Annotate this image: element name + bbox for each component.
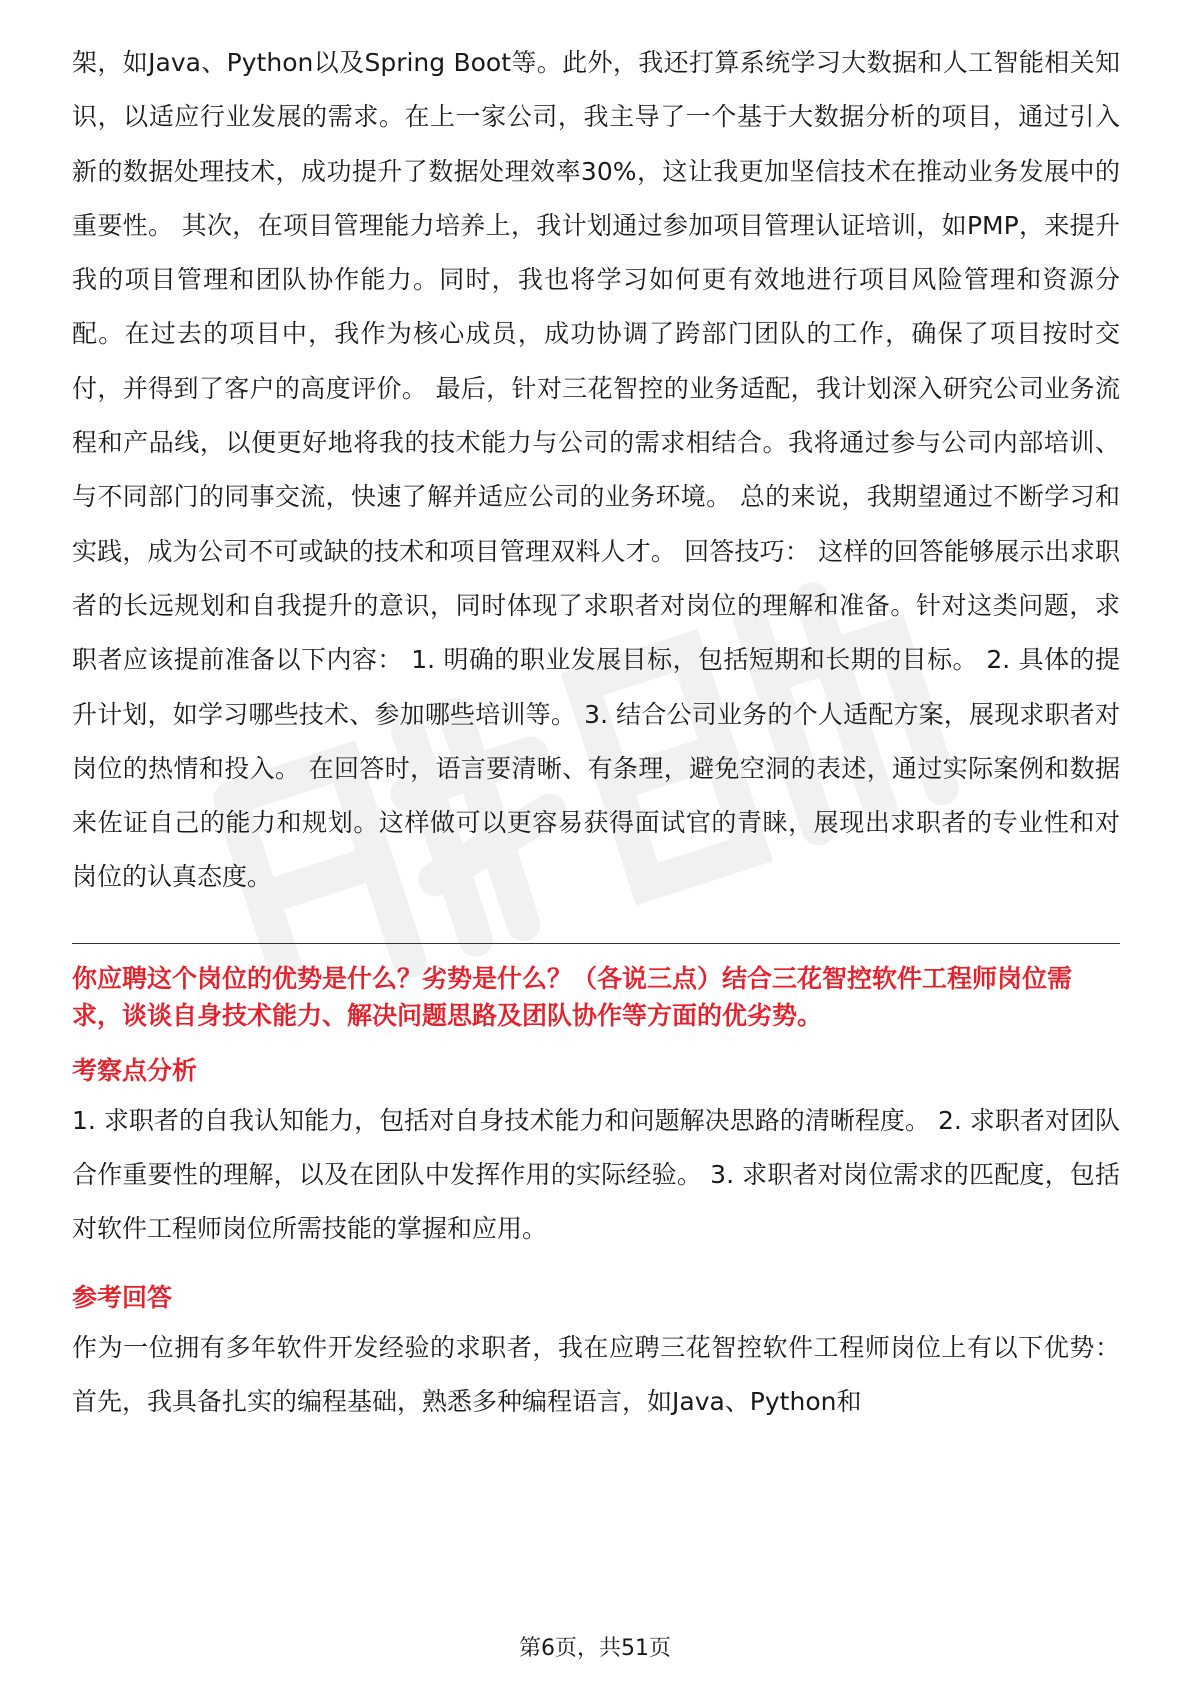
reference-answer-heading: 参考回答 [72, 1282, 173, 1312]
interview-question-title: 你应聘这个岗位的优势是什么？劣势是什么？（各说三点）结合三花智控软件工程师岗位需求，谈谈自身技术能力、解决问题思路及团队协作等方面的优劣势。 [72, 963, 1073, 1030]
page-number-footer: 第6页，共51页 [519, 1636, 671, 1661]
analysis-heading: 考察点分析 [72, 1055, 198, 1085]
analysis-text: 1. 求职者的自我认知能力，包括对自身技术能力和问题解决思路的清晰程度。 2. 求职者对团队合作重要性的理解，以及在团队中发挥作用的实际经验。 3. 求职者对岗位需求的匹配度，包括对软件工程师岗位所需技能的掌握和应用。 [72, 1105, 1120, 1244]
previous-answer-continuation: 架，如Java、Python以及Spring Boot等。此外，我还打算系统学习大数据和人工智能相关知识，以适应行业发展的需求。在上一家公司，我主导了一个基于大数据分析的项目，通过引入新的数据处理技术，成功提升了数据处理效率30%，这让我更加坚信技术在推动业务发展中的重要性。 其次，在项目管理能力培养上，我计划通过参加项目管理认证培训，如PMP，来提升我的项目管理和团队协作能力。同时，我也将学习如何更有效地进行项目风险管理和资源分配。在过去的项目中，我作为核心成员，成功协调了跨部门团队的工作，确保了项目按时交付，并得到了客户的高度评价。 最后，针对三花智控的业务适配，我计划深入研究公司业务流程和产品线，以便更好地将我的技术能力与公司的需求相结合。我将通过参与公司内部培训、与不同部门的同事交流，快速了解并适应公司的业务环境。 总的来说，我期望通过不断学习和实践，成为公司不可或缺的技术和项目管理双料人才。 回答技巧： 这样的回答能够展示出求职者的长远规划和自我提升的意识，同时体现了求职者对岗位的理解和准备。针对这类问题，求职者应该提前准备以下内容： 1. 明确的职业发展目标，包括短期和长期的目标。 2. 具体的提升计划，如学习哪些技术、参加哪些培训等。 3. 结合公司业务的个人适配方案，展现求职者对岗位的热情和投入。 在回答时，语言要清晰、有条理，避免空洞的表述，通过实际案例和数据来佐证自己的能力和规划。这样做可以更容易获得面试官的青睐，展现出求职者的专业性和对岗位的认真态度。 [72, 48, 1120, 892]
section-divider [72, 943, 1120, 944]
document-page [72, 36, 1120, 1429]
reference-answer-text: 作为一位拥有多年软件开发经验的求职者，我在应聘三花智控软件工程师岗位上有以下优势：首先，我具备扎实的编程基础，熟悉多种编程语言，如Java、Python和 [72, 1332, 1120, 1416]
